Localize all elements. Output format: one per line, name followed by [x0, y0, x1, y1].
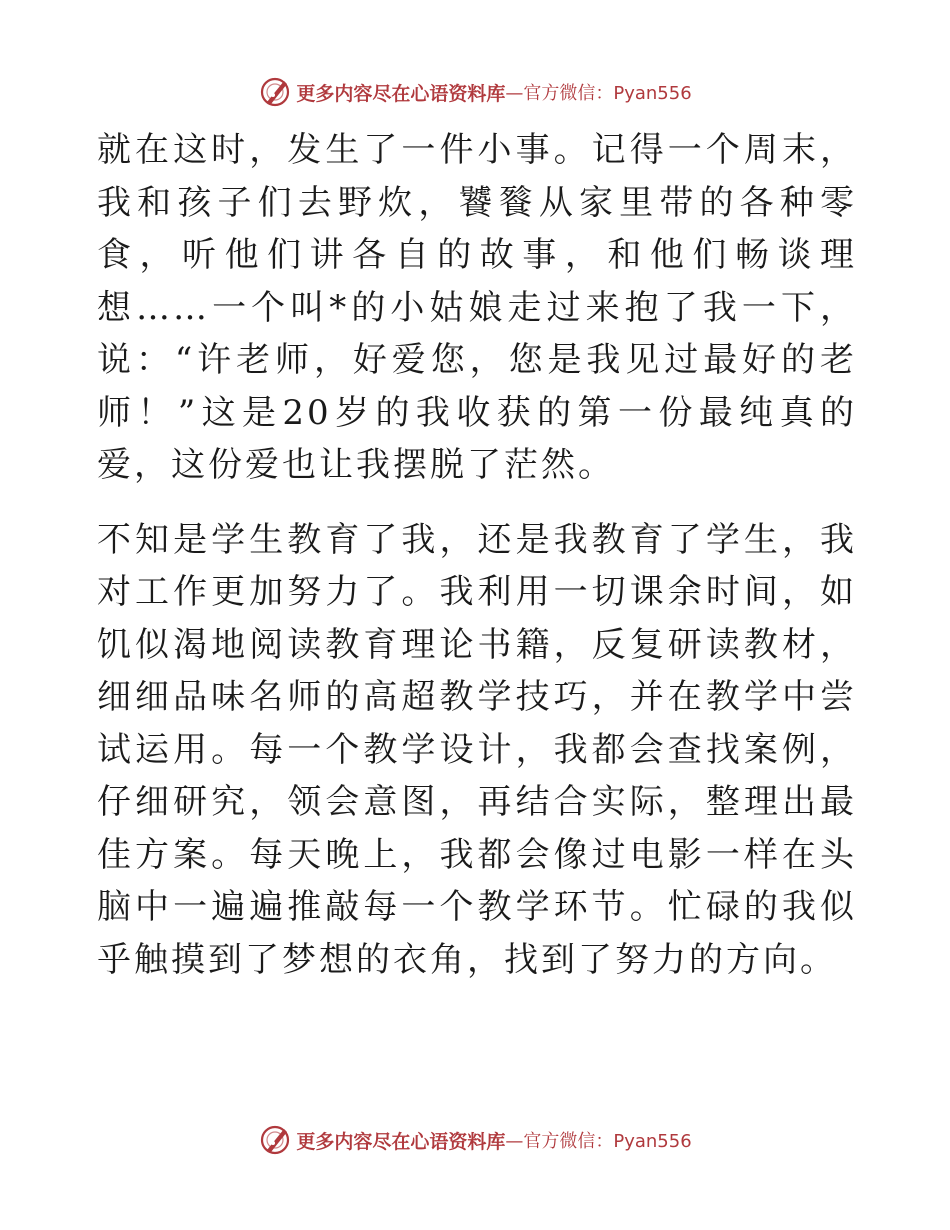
pen-nib-circle-icon — [258, 75, 292, 109]
pen-nib-circle-icon — [258, 1123, 292, 1157]
footer-watermark-text: 更多内容尽在心语资料库 — [296, 1130, 506, 1153]
paragraph-1: 就在这时，发生了一件小事。记得一个周末，我和孩子们去野炊，饕餮从家里带的各种零食，听他们讲各自的故事，和他们畅谈理想……一个叫*的小姑娘走过来抱了我一下，说：“许老师，好爱您，您是我见过最好的老师！”这是20岁的我收获的第一份最纯真的爱，这份爱也让我摆脱了茫然。 — [97, 130, 857, 485]
header-watermark — [0, 72, 950, 112]
header-watermark-text: 更多内容尽在心语资料库 — [296, 82, 506, 105]
document-body — [97, 124, 857, 986]
footer-watermark — [0, 1120, 950, 1160]
header-watermark-sub: —官方微信：Pyan556 — [505, 83, 692, 104]
footer-watermark-sub: —官方微信：Pyan556 — [505, 1131, 692, 1152]
paragraph-2: 不知是学生教育了我，还是我教育了学生，我对工作更加努力了。我利用一切课余时间，如饥似渴地阅读教育理论书籍，反复研读教材，细细品味名师的高超教学技巧，并在教学中尝试运用。每一个教学设计，我都会查找案例，仔细研究，领会意图，再结合实际，整理出最佳方案。每天晚上，我都会像过电影一样在头脑中一遍遍推敲每一个教学环节。忙碌的我似乎触摸到了梦想的衣角，找到了努力的方向。 — [97, 519, 857, 980]
